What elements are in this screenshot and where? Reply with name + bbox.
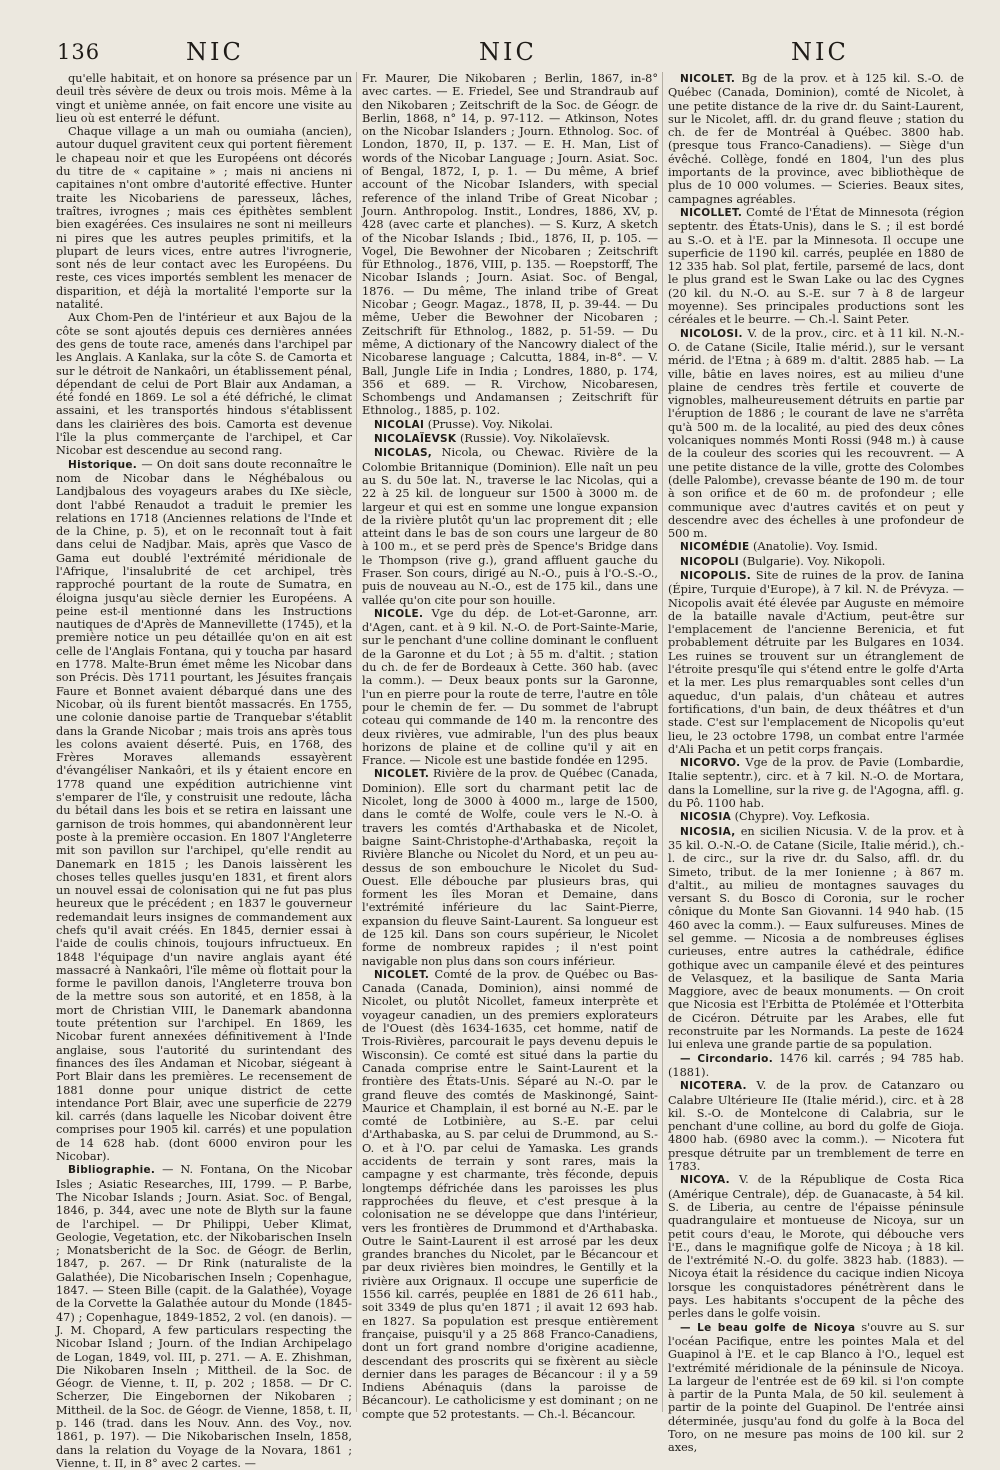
entry-text: Comté de l'État de Minnesota (région septentr. des États-Unis), dans le S. ; il est bordé au S.-O. et à l'E. par la Minnesota. Il occupe une superficie de 1190 kil. carrés, peuplée en 1880 de 12 335 hab. Sol plat, fertile, parsemé de lacs, dont le plus grand est le Swan Lake ou lac des Cygnes (20 kil. du N.-O. au S.-E. sur 7 à 8 de largeur moyenne). Ses principales productions sont les céréales et le beurre. — Ch.-l. Saint Peter.: [668, 205, 965, 327]
entry-text: s'ouvre au S. sur l'océan Pacifique, entre les pointes Mala et del Guapinol à l'E. et le cap Blanco à l'O., lequel est l'extrémité méridionale de la péninsule de Nicoya. La largeur de l'entrée est de 69 kil. si l'on compte à partir de la Punta Mala, de 50 kil. seulement à partir de la pointe del Guapinol. De l'entrée ainsi déterminée, jusqu'au fond du golfe à la Boca del Toro, on ne mesure pas moins de 100 kil. sur 2 axes,: [668, 1320, 964, 1455]
page-header: [0, 28, 1000, 68]
dictionary-entry: [668, 206, 964, 327]
entry-headword: NICOSIA: [680, 811, 732, 824]
entry-text: Vge du dép. de Lot-et-Garonne, arr. d'Agen, cant. et à 9 kil. N.-O. de Port-Sainte-Marie, sur le penchant d'une colline dominant le confluent de la Garonne et du Lot ; à 55 m. d'altit. ; station du ch. de fer de Bordeaux à Cette. 360 hab. (avec la comm.). — Deux beaux ponts sur la Garonne, l'un en pierre pour la route de terre, l'autre en tôle pour le chemin de fer. — Du sommet de l'abrupt coteau qui commande de 140 m. la rencontre des deux rivières, vue admirable, l'un des plus beaux horizons de plaine et de colline qu'il y ait en France. — Nicole est une bastide fondée en 1295.: [362, 606, 658, 768]
dictionary-entry: [362, 446, 658, 607]
running-head-center: NIC: [479, 38, 537, 66]
entry-text: (Prusse). Voy. Nikolai.: [427, 417, 553, 431]
entry-text: en sicilien Nicusia. V. de la prov. et à 35 kil. O.-N.-O. de Catane (Sicile, Italie mérid.), ch.-l. de circ., sur la rive dr. du Salso, affl. dr. du Simeto, tribut. de la mer Ionienne ; à 867 m. d'altit., au milieu de montagnes sauvages du versant S. du Bosco di Coronia, sur le rocher cônique du Monte San Giovanni. 14 940 hab. (15 460 avec la comm.). — Eaux sulfureuses. Mines de sel gemme. — Nicosia a de nombreuses églises curieuses, entre autres la cathédrale, édifice gothique avec un campanile élevé et des peintures de Velasquez, et la basilique de Santa Maria Maggiore, avec de beaux monuments. — On croit que Nicosia est l'Erbitta de Ptolémée et l'Otterbita de Cicéron. Détruite par les Arabes, elle fut reconstruite par les Normands. La peste de 1624 lui enleva une grande partie de sa population.: [668, 824, 964, 1052]
dictionary-entry: [668, 327, 964, 541]
entry-headword: — Le beau golfe de Nicoya: [680, 1321, 856, 1334]
dictionary-entry: [362, 968, 658, 1421]
dictionary-entry: [362, 607, 658, 768]
text-column-2: [362, 72, 659, 1421]
entry-text: Bg de la prov. et à 125 kil. S.-O. de Québec (Canada, Dominion), comté de Nicolet, à une petite distance de la rive dr. du Saint-Laurent, sur le Nicolet, affl. dr. du grand fleuve ; station du ch. de fer de Montréal à Québec. 3800 hab. (presque tous Franco-Canadiens). — Siège d'un évêché. Collège, fondé en 1804, l'un des plus importants de la province, avec bibliothèque de plus de 10 000 volumes. — Scieries. Beaux sites, campagnes agréables.: [668, 72, 964, 206]
entry-text: qu'elle habitait, et on honore sa présence par un deuil très sévère de deux ou trois mois. Même à la vingt et unième année, on fait encore une visite au lieu où est enterré le défunt.: [56, 72, 352, 125]
running-head-left: NIC: [186, 38, 244, 66]
dictionary-entry: [362, 418, 658, 432]
page-number: 136: [57, 40, 101, 64]
entry-text: Site de ruines de la prov. de Ianina (Épire, Turquie d'Europe), à 7 kil. N. de Prévyza. — Nicopolis avait été élevée par Auguste en mémoire de la bataille navale d'Actium, peut-être sur l'emplacement de l'ancienne Berenicia, et fut probablement détruite par les Bulgares en 1034. Les ruines se trouvent sur un étranglement de l'étroite presqu'île qui s'étend entre le golfe d'Arta et la mer. Les plus remarquables sont celles d'un aqueduc, d'un palais, d'un château et autres fortifications, d'un bain, de deux théâtres et d'un stade. C'est sur l'emplacement de Nicopolis qu'eut lieu, le 23 octobre 1798, un combat entre l'armée d'Ali Pacha et un petit corps français.: [668, 568, 964, 756]
column-rule: [356, 72, 357, 1412]
entry-text: V. de la République de Costa Rica (Amérique Centrale), dép. de Guanacaste, à 54 kil. S. de Liberia, au centre de l'épaisse péninsule quadrangulaire et montueuse de Nicoya, sur un petit cours d'eau, le Morote, qui débouche vers l'E., dans le magnifique golfe de Nicoya ; à 18 kil. de l'extrémité N.-O. du golfe. 3823 hab. (1883). — Nicoya était la résidence du cacique indien Nicoya lorsque les conquistadores pénétrèrent dans le pays. Les habitants s'occupent de la pêche des perles dans le golfe voisin.: [668, 1173, 964, 1321]
dictionary-entry: [362, 432, 658, 446]
dictionary-entry: [668, 1173, 964, 1320]
dictionary-entry: [668, 555, 964, 569]
entry-headword: NICOPOLIS.: [680, 569, 752, 582]
entry-headword: NICOTERA.: [680, 1080, 747, 1093]
column-rule: [662, 72, 663, 1412]
text-column-1: [56, 72, 352, 1470]
entry-headword: NICOLAI: [374, 418, 425, 431]
running-head-right: NIC: [791, 38, 849, 66]
entry-text: (Bulgarie). Voy. Nikopoli.: [742, 554, 886, 568]
entry-text: Chaque village a un mah ou oumiaha (ancien), autour duquel gravitent ceux qui portent fièrement le chapeau noir et que les Européens ont décorés du titre de « capitaine » ; mais ni anciens ni capitaines n'ont ombre d'autorité effective. Hunter traite les Nicobariens de paresseux, lâches, traîtres, ivrognes ; mais ces épithètes semblent bien exagérées. Ces insulaires ne sont ni meilleurs ni pires que les autres peuples primitifs, et la plupart de leurs vices, entre autres l'ivrognerie, sont nés de leur contact avec les Européens. Du reste, ces vices importés semblent les menacer de disparition, et déjà la mortalité l'emporte sur la natalité.: [56, 125, 352, 312]
dictionary-entry: [362, 767, 658, 967]
entry-text: Aux Chom-Pen de l'intérieur et aux Bajou de la côte se sont ajoutés depuis ces dernières années des gens de toute race, amenés dans l'archipel par les Anglais. A Kanlaka, sur la côte S. de Camorta et sur le détroit de Nankaôri, un établissement pénal, dépendant de celui de Port Blair aux Andaman, a été fondé en 1869. Le sol a été défriché, le climat assaini, et les transportés hindous s'établissent dans les clairières des bois. Camorta est devenue l'île la plus commerçante de l'archipel, et Car Nicobar est descendue au second rang.: [56, 311, 352, 458]
entry-headword: NICORVO.: [680, 757, 741, 770]
entry-text: Fr. Maurer, Die Nikobaren ; Berlin, 1867, in-8° avec cartes. — E. Friedel, See und Strandraub auf den Nikobaren ; Zeitschrift de la Soc. de Géogr. de Berlin, 1868, n° 14, p. 97-112. — Atkinson, Notes on the Nicobar Islanders ; Journ. Ethnolog. Soc. of London, 1870, II, p. 137. — E. H. Man, List of words of the Nicobar Language ; Journ. Asiat. Soc. of Bengal, 1872, I, p. 1. — Du même, A brief account of the Nicobar Islanders, with special reference of the inland Tribe of Great Nicobar ; Journ. Anthropolog. Instit., Londres, 1886, XV, p. 428 (avec carte et planches). — S. Kurz, A sketch of the Nicobar Islands ; Ibid., 1876, II, p. 105. — Vogel, Die Bewohner der Nicobaren ; Zeitschrift für Ethnolog., 1876, VIII, p. 135. — Roepstorff, The Nicobar Islands ; Journ. Asiat. Soc. of Bengal, 1876. — Du même, The inland tribe of Great Nicobar ; Geogr. Magaz., 1878, II, p. 39-44. — Du même, Ueber die Bewohner der Nicobaren ; Zeitschrift für Ethnolog., 1882, p. 51-59. — Du même, A dictionary of the Nancowry dialect of the Nicobarese language ; Calcutta, 1884, in-8°. — V. Ball, Jungle Life in India ; Londres, 1880, p. 174, 356 et 689. — R. Virchow, Nicobaresen, Schombengs und Andamansen ; Zeitschrift für Ethnolog., 1885, p. 102.: [362, 72, 658, 418]
dictionary-entry: [668, 1052, 964, 1080]
entry-text: (Russie). Voy. Nikolaïevsk.: [459, 432, 611, 446]
dictionary-entry: [56, 1163, 352, 1470]
dictionary-entry: [668, 810, 964, 824]
entry-text: Rivière de la prov. de Québec (Canada, Dominion). Elle sort du charmant petit lac de Nicolet, long de 3000 à 4000 m., large de 1500, dans le comté de Wolfe, coule vers le N.-O. à travers les comtés d'Arthabaska et de Nicolet, baigne Saint-Christophe-d'Arthabaska, reçoit la Rivière Blanche ou Nicolet du Nord, et un peu au-dessus de son embouchure le Nicolet du Sud-Ouest. Elle débouche par plusieurs bras, qui forment les îles Moran et Demaine, dans l'extrémité inférieure du lac Saint-Pierre, expansion du fleuve Saint-Laurent. Sa longueur est de 125 kil. Dans son cours supérieur, le Nicolet forme de nombreux rapides ; il n'est point navigable non plus dans son cours inférieur.: [362, 767, 658, 968]
entry-headword: NICOLAÏEVSK: [374, 433, 457, 446]
dictionary-entry: [56, 458, 352, 1164]
dictionary-entry: [668, 72, 964, 206]
entry-headword: NICOLOSI.: [680, 327, 743, 340]
entry-headword: NICOLET.: [680, 73, 736, 85]
entry-headword: Historique.: [68, 458, 138, 471]
entry-headword: — Circondario.: [680, 1052, 773, 1065]
dictionary-entry: [668, 1079, 964, 1173]
dictionary-entry: [668, 540, 964, 554]
entry-headword: Bibliographie.: [68, 1164, 156, 1177]
entry-text: (Anatolie). Voy. Ismid.: [753, 540, 878, 554]
text-paragraph: [56, 311, 352, 457]
entry-headword: NICOLAS,: [374, 447, 433, 460]
entry-text: (Chypre). Voy. Lefkosia.: [734, 810, 870, 824]
entry-headword: NICOLET.: [374, 768, 430, 781]
text-paragraph: [56, 72, 352, 125]
entry-headword: NICOLET.: [374, 968, 430, 981]
dictionary-entry: [668, 825, 964, 1052]
entry-headword: NICOLE.: [374, 607, 424, 620]
entry-headword: NICOMÉDIE: [680, 541, 750, 554]
text-paragraph: [56, 125, 352, 311]
dictionary-entry: [668, 1321, 964, 1455]
entry-text: — N. Fontana, On the Nicobar Isles ; Asiatic Researches, III, 1799. — P. Barbe, The Nicobar Islands ; Journ. Asiat. Soc. of Bengal, 1846, p. 344, avec une note de Blyth sur la faune de l'archipel. — Dr Philippi, Ueber Klimat, Geologie, Vegetation, etc. der Nikobarischen Inseln ; Monatsbericht de la Soc. de Géogr. de Berlin, 1847, p. 267. — Dr Rink (naturaliste de la Galathée), Die Nicobarischen Inseln ; Copenhague, 1847. — Steen Bille (capit. de la Galathée), Voyage de la Corvette la Galathée autour du Monde (1845-47) ; Copenhague, 1849-1852, 2 vol. (en danois). — J. M. Chopard, A few particulars respecting the Nicobar Island ; Journ. of the Indian Archipelago de Logan, 1849, vol. III, p. 271. — A. E. Zhishman, Die Nikobaren Inseln ; Mittheil. de la Soc. de Géogr. de Vienne, t. II, p. 202 ; 1858. — Dr C. Scherzer, Die Eingebornen der Nikobaren ; Mittheil. de la Soc. de Géogr. de Vienne, 1858, t. II, p. 146 (trad. dans les Nouv. Ann. des Voy., nov. 1861, p. 197). — Die Nikobarischen Inseln, 1858, dans la relation du Voyage de la Novara, 1861 ; Vienne, t. II, in 8° avec 2 cartes. —: [56, 1163, 352, 1470]
entry-text: 1476 kil. carrés ; 94 785 hab. (1881).: [668, 1051, 964, 1079]
entry-text: V. de la prov. de Catanzaro ou Calabre Ultérieure IIe (Italie mérid.), circ. et à 28 kil. S.-O. de Montelcone di Calabria, sur le penchant d'une colline, au bord du golfe de Gioja. 4800 hab. (6980 avec la comm.). — Nicotera fut presque détruite par un tremblement de terre en 1783.: [668, 1079, 964, 1174]
entry-headword: NICOLLET.: [680, 206, 743, 219]
entry-headword: NICOPOLI: [680, 555, 739, 568]
entry-headword: NICOSIA,: [680, 825, 736, 838]
text-paragraph: [362, 72, 658, 418]
text-column-3: [668, 72, 965, 1455]
entry-text: Nicola, ou Chewac. Rivière de la Colombie Britannique (Dominion). Elle naît un peu au S. du 50e lat. N., traverse le lac Nicolas, qui a 22 à 25 kil. de longueur sur 1500 à 3000 m. de largeur et qui est en somme une longue expansion de la rivière plutôt qu'un lac proprement dit ; elle atteint dans le bas de son cours une largeur de 80 à 100 m., et se perd près de Spence's Bridge dans le Thompson (rive g.), grand affluent gauche du Fraser. Son cours, dirigé au N.-O., puis à l'O.-S.-O., puis de nouveau au N.-O., est de 175 kil., dans une vallée qu'on cite pour son houille.: [362, 446, 658, 607]
dictionary-entry: [668, 569, 964, 756]
entry-text: Comté de la prov. de Québec ou Bas-Canada (Canada, Dominion), ainsi nommé de Nicolet, ou plutôt Nicollet, fameux interprète et voyageur canadien, un des premiers explorateurs de l'Ouest (dès 1634-1635, cet homme, natif de Trois-Rivières, parcourait le pays devenu depuis le Wisconsin). Ce comté est situé dans la partie du Canada comprise entre le Saint-Laurent et la frontière des États-Unis. Séparé au N.-O. par le grand fleuve des comtés de Maskinongé, Saint-Maurice et Champlain, il est borné au N.-E. par le comté de Lotbinière, au S.-E. par celui d'Arthabaska, au S. par celui de Drummond, au S.-O. et à l'O. par celui de Yamaska. Les grands accidents de terrain y sont rares, mais la campagne y est charmante, très féconde, depuis longtemps défrichée dans les paroisses les plus rapprochées du fleuve, et c'est presque à la colonisation ne se développe que dans l'intérieur, vers les frontières de Drummond et d'Arthabaska. Outre le Saint-Laurent il est arrosé par les deux grandes branches du Nicolet, par le Bécancour et par deux rivières bien moindres, le Gentilly et la rivière aux Orignaux. Il occupe une superficie de 1556 kil. carrés, peuplée en 1881 de 26 611 hab., soit 3349 de plus qu'en 1871 ; il avait 12 693 hab. en 1827. Sa population est presque entièrement française, puisqu'il y a 25 868 Franco-Canadiens, dont un fort grand nombre d'origine acadienne, descendant des proscrits qui se fixèrent au siècle dernier dans les parages de Bécancour : il y a 59 Indiens Abénaquis (dans la paroisse de Bécancour). Le catholicisme y est dominant ; on ne compte que 52 protestants. — Ch.-l. Bécancour.: [362, 967, 659, 1421]
entry-text: V. de la prov., circ. et à 11 kil. N.-N.-O. de Catane (Sicile, Italie mérid.), sur le versant mérid. de l'Etna ; à 689 m. d'altit. 2885 hab. — La ville, bâtie en laves noires, est au milieu d'une plaine de cendres très fertile et couverte de vignobles, malheureusement détruits en partie par l'éruption de 1886 ; le courant de lave ne s'arrêta qu'à 500 m. de la localité, au pied des deux cônes volcaniques nommés Monti Rossi (948 m.) à cause de la couleur des scories qui les recouvrent. — A une petite distance de la ville, grotte des Colombes (delle Palombe), crevasse béante de 190 m. de tour à son orifice et de 60 m. de profondeur ; elle communique avec d'autres cavités et on peut y descendre avec des échelles à une profondeur de 500 m.: [668, 326, 964, 541]
dictionary-entry: [668, 756, 964, 810]
entry-text: Vge de la prov. de Pavie (Lombardie, Italie septentr.), circ. et à 7 kil. N.-O. de Mortara, dans la Lomelline, sur la rive g. de l'Agogna, affl. g. du Pô. 1100 hab.: [668, 756, 965, 811]
entry-text: — On doit sans doute reconnaître le nom de Nicobar dans le Néghébalous ou Landjbalous des voyageurs arabes du IXe siècle, dont l'abbé Renaudot a traduit le premier les relations en 1718 (Anciennes relations de l'Inde et de la Chine, p. 5), et on le reconnaît tout à fait dans celui de Nadjbar. Mais, après que Vasco de Gama eut doublé l'extrémité méridionale de l'Afrique, l'insalubrité de cet archipel, très rapproché pourtant de la route de Sumatra, en éloigna jusqu'au siècle dernier les Européens. A peine est-il mentionné dans les Instructions nautiques de d'Après de Mannevillette (1745), et la première notice un peu détaillée qu'on en ait est celle de l'Anglais Fontana, qui y toucha par hasard en 1778. Malte-Brun émet même les Nicobar dans son Précis. Dès 1711 pourtant, les Jésuites français Faure et Bonnet avaient débarqué dans une des Nicobar, où ils furent bientôt massacrés. En 1755, une colonie danoise partie de Tranquebar s'établit dans la Grande Nicobar ; mais trois ans après tous les colons avaient déserté. Puis, en 1768, des Frères Moraves allemands essayèrent d'évangéliser Nankaôri, et ils y étaient encore en 1778 quand une expédition autrichienne vint s'emparer de l'île, y construisit une redoute, lâcha du bétail dans les bois et se retira en laissant une garnison de trois hommes, qui abandonnèrent leur poste à la première occasion. En 1807 l'Angleterre mit son pavillon sur l'archipel, qu'elle rendit au Danemark en 1815 ; les Danois laissèrent les choses telles quelles jusqu'en 1831, et firent alors un nouvel essai de colonisation qui ne fut pas plus heureux que le précédent ; en 1837 le gouverneur redemandait leurs insignes de commandement aux chefs qu'il avait créés. En 1845, dernier essai à l'aide de coulis chinois, toujours infructueux. En 1848 l'équipage d'un navire anglais ayant été massacré à Nankaôri, l'île même où flottait pour la forme le pavillon danois, l'Angleterre trouva bon de la mettre sous son autorité, et en 1858, à la mort de Christian VIII, le Danemark abandonna toute prétention sur l'archipel. En 1869, les Nicobar furent annexées définitivement à l'Inde anglaise, sous l'autorité du surintendant des finances des îles Andaman et Nicobar, siégeant à Port Blair dans les premières. Le recensement de 1881 donne pour unique district de cette intendance Port Blair, avec une superficie de 2279 kil. carrés (dans laquelle les Nicobar doivent être comprises pour 1905 kil. carrés) et une population de 14 628 hab. (dont 6000 environ pour les Nicobar).: [56, 457, 352, 1164]
entry-headword: NICOYA.: [680, 1174, 730, 1187]
